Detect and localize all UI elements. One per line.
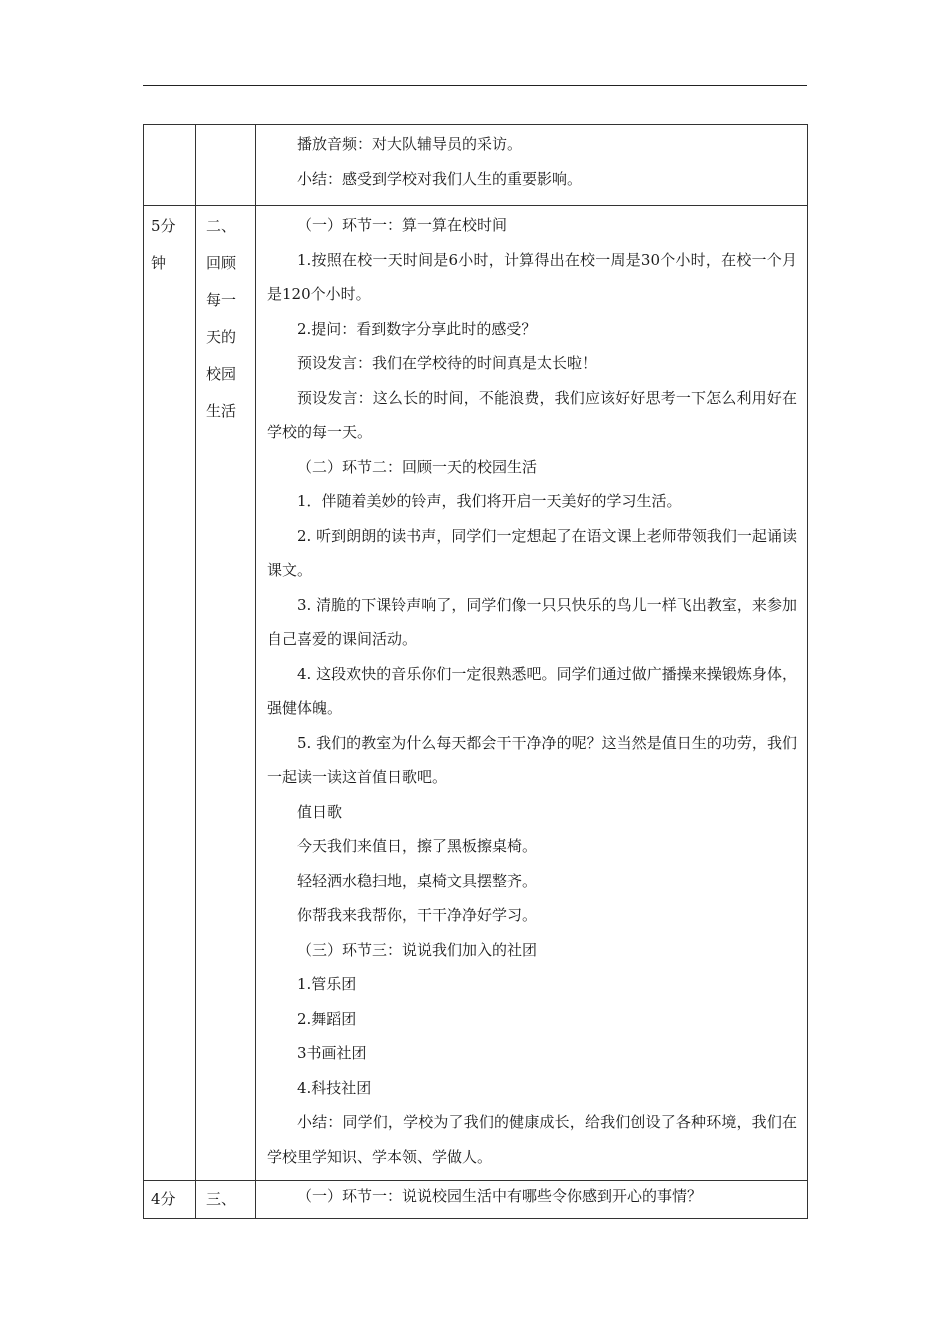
section-heading: （一）环节一：算一算在校时间 xyxy=(297,216,508,234)
time-cell xyxy=(144,125,196,206)
time-cell: 4分 xyxy=(144,1181,196,1219)
table-row xyxy=(144,1181,808,1219)
content-cell xyxy=(256,1181,808,1219)
segment-label: 校园 xyxy=(206,365,237,383)
table-row xyxy=(144,206,808,1181)
paragraph: 小结：同学们，学校为了我们的健康成长，给我们创设了各种环境，我们在学校里学知识、学本领、学做人。 xyxy=(267,1113,797,1166)
paragraph: 小结：感受到学校对我们人生的重要影响。 xyxy=(297,170,583,188)
paragraph: 4. 这段欢快的音乐你们一定很熟悉吧。同学们通过做广播操来操锻炼身体，强健体魄。 xyxy=(267,664,797,717)
segment-label: 天的 xyxy=(206,328,237,346)
paragraph: 预设发言：这么长的时间，不能浪费，我们应该好好思考一下怎么利用好在学校的每一天。 xyxy=(267,388,797,441)
paragraph: 3. 清脆的下课铃声响了，同学们像一只只快乐的鸟儿一样飞出教室，来参加自己喜爱的课间活动。 xyxy=(267,595,797,648)
table-row xyxy=(144,125,808,206)
paragraph: 2. 听到朗朗的读书声，同学们一定想起了在语文课上老师带领我们一起诵读课文。 xyxy=(267,526,797,579)
content-cell xyxy=(256,206,808,1181)
paragraph: 1．伴随着美妙的铃声，我们将开启一天美好的学习生活。 xyxy=(297,492,682,510)
segment-label: 生活 xyxy=(206,402,237,420)
section-heading: （三）环节三：说说我们加入的社团 xyxy=(297,940,538,959)
segment-label: 每一 xyxy=(206,291,237,309)
content-cell xyxy=(256,125,808,206)
segment-cell xyxy=(196,1181,256,1219)
poem-line: 你帮我来我帮你，干干净净好学习。 xyxy=(297,906,538,924)
segment-cell xyxy=(196,125,256,206)
paragraph: 1.按照在校一天时间是6小时，计算得出在校一周是30个小时，在校一个月是120个小时。 xyxy=(267,250,797,303)
paragraph: 预设发言：我们在学校待的时间真是太长啦！ xyxy=(297,354,598,372)
poem-line: 今天我们来值日，擦了黑板擦桌椅。 xyxy=(297,837,538,855)
section-heading: （一）环节一：说说校园生活中有哪些令你感到开心的事情？ xyxy=(297,1187,703,1205)
lesson-plan-table xyxy=(143,124,808,1219)
segment-label: 二、 xyxy=(206,217,237,235)
list-item: 3书画社团 xyxy=(297,1044,367,1062)
segment-cell xyxy=(196,206,256,1181)
list-item: 4.科技社团 xyxy=(297,1078,372,1097)
poem-line: 轻轻洒水稳扫地，桌椅文具摆整齐。 xyxy=(297,871,538,890)
segment-label: 回顾 xyxy=(206,254,237,272)
segment-label: 三、 xyxy=(206,1190,237,1208)
paragraph: 2.提问：看到数字分享此时的感受？ xyxy=(297,319,537,338)
poem-title: 值日歌 xyxy=(297,802,343,821)
list-item: 2.舞蹈团 xyxy=(297,1009,357,1028)
section-heading: （二）环节二：回顾一天的校园生活 xyxy=(297,457,538,476)
header-rule xyxy=(143,85,807,86)
time-cell: 5分钟 xyxy=(144,206,196,1181)
paragraph: 5. 我们的教室为什么每天都会干干净净的呢？这当然是值日生的功劳，我们一起读一读这首值日歌吧。 xyxy=(267,733,797,786)
list-item: 1.管乐团 xyxy=(297,975,357,993)
paragraph: 播放音频：对大队辅导员的采访。 xyxy=(297,135,523,153)
